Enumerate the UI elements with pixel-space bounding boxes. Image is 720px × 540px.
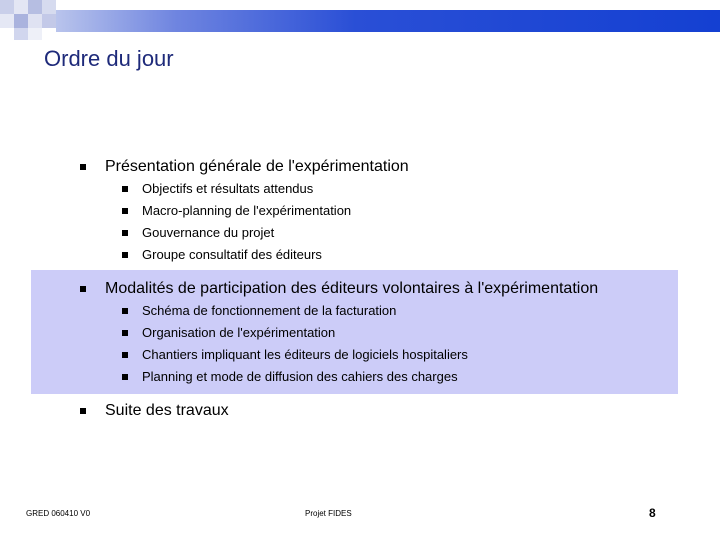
agenda-section <box>80 158 409 176</box>
header-bar <box>56 10 720 32</box>
square-bullet-icon <box>80 408 86 414</box>
header-decoration <box>0 0 720 40</box>
square-bullet-icon <box>122 208 128 214</box>
agenda-subitem-label: Planning et mode de diffusion des cahiers des charges <box>142 369 458 384</box>
decor-square <box>28 0 42 14</box>
square-bullet-icon <box>122 330 128 336</box>
decor-square <box>0 14 14 28</box>
square-bullet-icon <box>122 252 128 258</box>
square-bullet-icon <box>122 308 128 314</box>
agenda-section-label: Modalités de participation des éditeurs volontaires à l'expérimentation <box>105 280 599 297</box>
agenda-section-label: Suite des travaux <box>105 402 229 419</box>
agenda-subitem-label: Macro-planning de l'expérimentation <box>142 203 352 218</box>
agenda-subitem-label: Gouvernance du projet <box>142 225 275 240</box>
footer-project: Projet FIDES <box>305 509 352 518</box>
square-bullet-icon <box>80 286 86 292</box>
decor-square <box>28 14 42 28</box>
agenda-subitem-label: Organisation de l'expérimentation <box>142 325 336 340</box>
agenda-subitem <box>122 225 274 240</box>
decor-square <box>14 14 28 28</box>
decor-square <box>42 0 56 14</box>
agenda-subitem <box>122 369 458 384</box>
agenda-subitem <box>122 347 468 362</box>
agenda-subitem-label: Objectifs et résultats attendus <box>142 181 314 196</box>
agenda-section <box>80 402 229 420</box>
decor-square <box>14 28 28 40</box>
agenda-subitem-label: Chantiers impliquant les éditeurs de logiciels hospitaliers <box>142 347 468 362</box>
agenda-subitem <box>122 181 313 196</box>
decor-square <box>42 14 56 28</box>
slide-title: Ordre du jour <box>44 46 174 71</box>
agenda-subitem <box>122 325 335 340</box>
decor-square <box>28 28 42 40</box>
square-bullet-icon <box>122 230 128 236</box>
square-bullet-icon <box>122 352 128 358</box>
agenda-subitem <box>122 303 396 318</box>
agenda-section <box>80 280 598 298</box>
square-bullet-icon <box>80 164 86 170</box>
square-bullet-icon <box>122 186 128 192</box>
agenda-subitem-label: Schéma de fonctionnement de la facturation <box>142 303 397 318</box>
agenda-subitem <box>122 203 351 218</box>
footer-reference: GRED 060410 V0 <box>26 509 91 518</box>
page-number: 8 <box>649 506 656 520</box>
square-bullet-icon <box>122 374 128 380</box>
agenda-subitem <box>122 247 322 262</box>
decor-square <box>0 0 14 14</box>
agenda-subitem-label: Groupe consultatif des éditeurs <box>142 247 322 262</box>
agenda-section-label: Présentation générale de l'expérimentation <box>105 158 409 175</box>
decor-square <box>14 0 28 14</box>
